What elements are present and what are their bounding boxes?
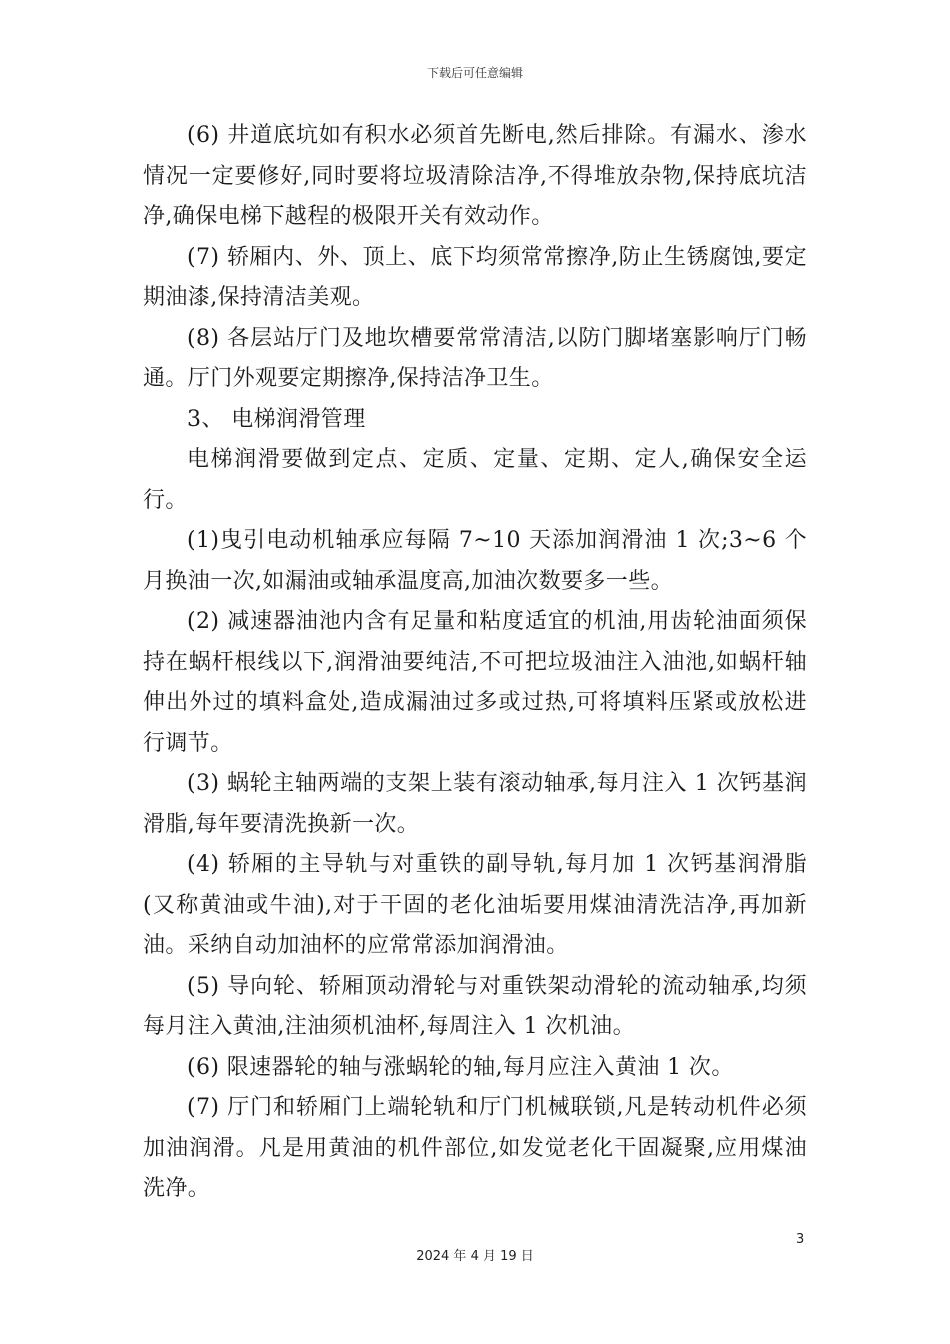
paragraph-guide-rails: (4) 轿厢的主导轨与对重铁的副导轨,每月加 1 次钙基润滑脂(又称黄油或牛油),对于干固的老化油垢要用煤油清洗洁净,再加新油。采纳自动加油杯的应常常添加润滑油。 bbox=[143, 852, 807, 958]
paragraph-pulleys: (5) 导向轮、轿厢顶动滑轮与对重铁架动滑轮的流动轴承,均须每月注入黄油,注油须机油杯,每周注入 1 次机油。 bbox=[143, 973, 807, 1039]
paragraph-motor-bearing: (1)曳引电动机轴承应每隔 7~10 天添加润滑油 1 次;3~6 个月换油一次,如漏油或轴承温度高,加油次数要多一些。 bbox=[143, 528, 807, 594]
page-footer-date: 2024 年 4 月 19 日 bbox=[416, 1249, 534, 1264]
section-heading-lubrication: 3、 电梯润滑管理 bbox=[187, 406, 366, 432]
paragraph-car-cleaning: (7) 轿厢内、外、顶上、底下均须常常擦净,防止生锈腐蚀,要定期油漆,保持清洁美观。 bbox=[143, 244, 807, 310]
paragraph-pit-water: (6) 井道底坑如有积水必须首先断电,然后排除。有漏水、渗水情况一定要修好,同时要将垃圾清除洁净,不得堆放杂物,保持底坑洁净,确保电梯下越程的极限开关有效动作。 bbox=[143, 123, 807, 229]
page-header: 下载后可任意编辑 bbox=[426, 66, 523, 80]
paragraph-door-tracks: (7) 厅门和轿厢门上端轮轨和厅门机械联锁,凡是转动机件必须加油润滑。凡是用黄油的机件部位,如发觉老化干固凝聚,应用煤油洗净。 bbox=[143, 1095, 807, 1201]
paragraph-landing-doors: (8) 各层站厅门及地坎槽要常常清洁,以防门脚堵塞影响厅门畅通。厅门外观要定期擦净,保持洁净卫生。 bbox=[143, 325, 807, 391]
page-number: 3 bbox=[796, 1232, 805, 1247]
paragraph-worm-wheel: (3) 蜗轮主轴两端的支架上装有滚动轴承,每月注入 1 次钙基润滑脂,每年要清洗换新一次。 bbox=[143, 771, 807, 837]
paragraph-governor: (6) 限速器轮的轴与涨蜗轮的轴,每月应注入黄油 1 次。 bbox=[187, 1054, 734, 1080]
document-body bbox=[143, 116, 807, 1210]
paragraph-lubrication-intro: 电梯润滑要做到定点、定质、定量、定期、定人,确保安全运行。 bbox=[143, 447, 807, 513]
paragraph-reducer-oil: (2) 减速器油池内含有足量和粘度适宜的机油,用齿轮油面须保持在蜗杆根线以下,润滑油要纯洁,不可把垃圾油注入油池,如蜗杆轴伸出外过的填料盒处,造成漏油过多或过热,可将填料压紧或放松进行调节。 bbox=[143, 609, 807, 756]
